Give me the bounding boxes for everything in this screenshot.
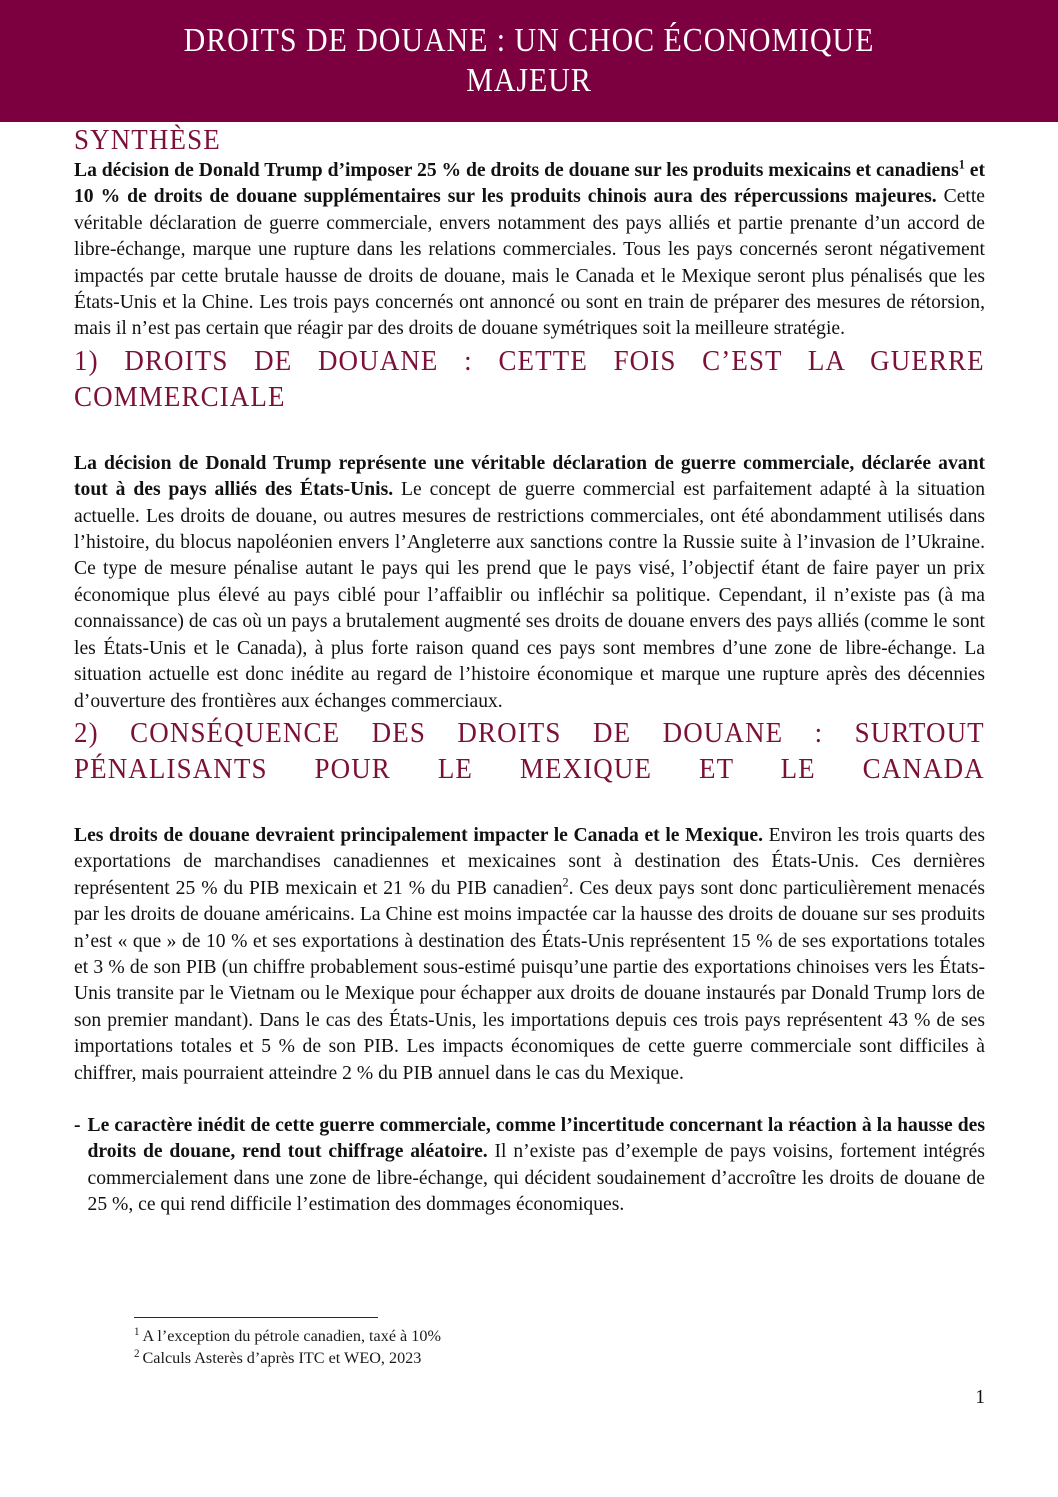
paragraph-section-2-rest-b: . Ces deux pays sont donc particulièrement menacés par les droits de douane américains. La Chine est moins impactée car la hausse des droits de douane sur ses produits n’est « que » de 10 % et ses exportations à destination des États-Unis représentent 15 % de ses exportations totales et 3 % de son PIB (un chiffre probablement sous-estimé puisqu’une partie des exportations chinoises vers les États-Unis transite par le Vietnam ou le Mexique pour échapper aux droits de douane instaurés par Donald Trump lors de son premier mandant). Dans le cas des États-Unis, les importations depuis ces trois pays représentent 43 % de ses importations totales et 5 % de son PIB. Les impacts économiques de cette guerre commerciale sont difficiles à chiffrer, mais pourraient atteindre 2 % du PIB annuel dans le cas du Mexique. [74, 877, 985, 1084]
list-item-rest: Il n’existe pas d’exemple de pays voisins, fortement intégrés commercialement dans une zone de libre-échange, qui décident soudainement d’accroître les droits de douane de 25 %, ce qui rend difficile l’estimation des dommages économiques. [87, 1141, 985, 1216]
document-header-banner [0, 0, 1058, 122]
footnote-ref-1[interactable]: 1 [958, 157, 965, 172]
page-number: 1 [975, 1387, 985, 1408]
paragraph-section-2 [74, 823, 985, 1087]
paragraph-synthese-lead-cont: et 10 % de droits de douane supplémentaires sur les produits chinois aura des répercussions majeures. [74, 160, 985, 208]
list-item [74, 1113, 985, 1219]
list-item-text [88, 1113, 985, 1219]
footnote-ref-2[interactable]: 2 [562, 875, 569, 890]
footnote-2-text: Calculs Asterès d’après ITC et WEO, 2023 [142, 1349, 422, 1367]
footnote-1 [134, 1325, 634, 1347]
paragraph-section-1-lead: La décision de Donald Trump représente une véritable déclaration de guerre commerciale, déclarée avant tout à des pays alliés des États-Unis. [74, 452, 985, 501]
document-body [74, 122, 985, 1219]
section-heading-2: 2) CONSÉQUENCE DES DROITS DE DOUANE : SURTOUT PÉNALISANTS POUR LE MEXIQUE ET LE CANADA [74, 716, 985, 785]
paragraph-section-2-lead: Les droits de douane devraient principalement impacter le Canada et le Mexique. [74, 824, 763, 846]
paragraph-section-1 [74, 451, 985, 715]
footnote-1-number: 1 [134, 1325, 140, 1338]
footnote-1-text: A l’exception du pétrole canadien, taxé à 10% [142, 1327, 441, 1345]
dash-bullet-marker: - [74, 1114, 81, 1136]
paragraph-synthese-rest: Cette véritable déclaration de guerre commerciale, envers notamment des pays alliés et partie prenante d’un accord de libre-échange, marque une rupture dans les relations commerciales. Tous les pays concernés seront négativement impactés par cette brutale hausse de droits de douane, mais le Canada et le Mexique seront plus pénalisés que les États-Unis et la Chine. Les trois pays concernés ont annoncé ou sont en train de préparer des mesures de rétorsion, mais il n’est pas certain que réagir par des droits de douane symétriques soit la meilleure stratégie. [74, 186, 985, 340]
list-item-lead: Le caractère inédit de cette guerre commerciale, comme l’incertitude concernant la réaction à la hausse des droits de douane, rend tout chiffrage aléatoire. [87, 1114, 985, 1163]
paragraph-section-1-rest: Le concept de guerre commercial est parfaitement adapté à la situation actuelle. Les droits de douane, ou autres mesures de restrictions commerciales, ont été abondamment utilisés dans l’histoire, du blocus napoléonien envers l’Angleterre aux sanctions contre la Russie suite à l’invasion de l’Ukraine. Ce type de mesure pénalise autant le pays qui les prend que le pays visé, l’objectif étant de faire payer un prix économique plus élevé au pays ciblé pour l’affaiblir ou infléchir sa politique. Cependant, il n’existe pas (à ma connaissance) de cas où un pays a brutalement augmenté ses droits de douane envers des pays alliés (comme le sont les États-Unis et le Canada), à plus forte raison quand ces pays sont membres d’une zone de libre-échange. La situation actuelle est donc inédite au regard de l’histoire économique et marque une rupture après des décennies d’ouverture des frontières aux échanges commerciaux. [74, 479, 986, 712]
footnote-separator-rule [134, 1317, 378, 1318]
section-heading-synthese: SYNTHÈSE [74, 124, 221, 156]
paragraph-synthese-lead: La décision de Donald Trump d’imposer 25 % de droits de douane sur les produits mexicains et canadiens [74, 160, 959, 181]
footnote-2-number: 2 [134, 1347, 140, 1360]
footnotes-area [134, 1317, 634, 1369]
document-title: DROITS DE DOUANE : UN CHOC ÉCONOMIQUE MAJEUR [183, 22, 875, 99]
paragraph-synthese [74, 158, 985, 343]
paragraph-section-2-rest-a: Environ les trois quarts des exportations de marchandises canadiennes et mexicaines sont à destination des États-Unis. Ces dernières représentent 25 % du PIB mexicain et 21 % du PIB canadien [74, 824, 985, 899]
section-heading-1: 1) DROITS DE DOUANE : CETTE FOIS C’EST LA GUERRE COMMERCIALE [74, 344, 985, 413]
footnote-2 [134, 1347, 634, 1369]
